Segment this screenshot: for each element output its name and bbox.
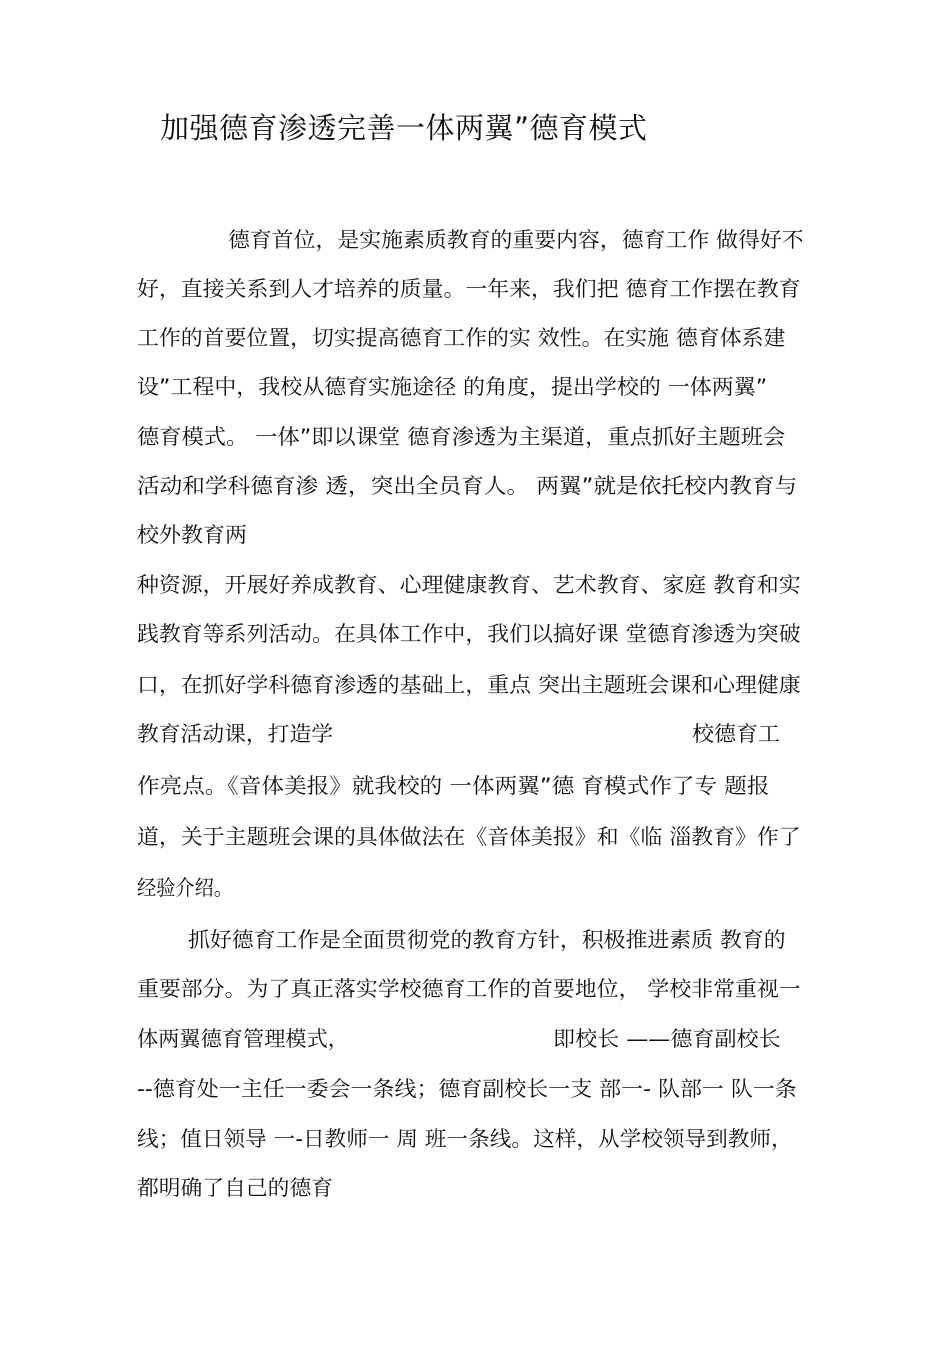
paragraph-line: 德育首位，是实施素质教育的重要内容，德育工作 做得好不 xyxy=(228,228,804,252)
paragraph-line: 抓好德育工作是全面贯彻党的教育方针，积极推进素质 教育的 xyxy=(188,928,786,952)
paragraph-line: 线；值日领导 一-日教师一 周 班一条线。这样，从学校领导到教师， xyxy=(137,1127,793,1151)
paragraph-line: 践教育等系列活动。在具体工作中，我们以搞好课 堂德育渗透为突破 xyxy=(137,622,801,646)
paragraph-line: 好，直接关系到人才培养的质量。一年来，我们把 德育工作摆在教育 xyxy=(137,277,801,301)
paragraph-line: 道，关于主题班会课的具体做法在《音体美报》和《临 淄教育》作了 xyxy=(137,825,801,849)
paragraph-line: 活动和学科德育渗 透，突出全员育人。 两翼”就是依托校内教育与 xyxy=(137,474,798,498)
paragraph-line: 体两翼德育管理模式， xyxy=(137,1027,349,1051)
paragraph-line: 都明确了自己的德育 xyxy=(137,1176,333,1200)
paragraph-line: 种资源，开展好养成教育、心理健康教育、艺术教育、家庭 教育和实 xyxy=(137,573,801,597)
paragraph-line: 工作的首要位置，切实提高德育工作的实 效性。在实施 德育体系建 xyxy=(137,326,786,350)
paragraph-line: 德育模式。 一体”即以课堂 德育渗透为主渠道，重点抓好主题班会 xyxy=(137,425,786,449)
paragraph-line: 作亮点。《音体美报》就我校的 一体两翼”德 育模式作了专 题报 xyxy=(137,774,770,798)
paragraph-line: 校外教育两 xyxy=(137,523,247,547)
paragraph-line: 设”工程中，我校从德育实施途径 的角度，提出学校的 一体两翼” xyxy=(137,375,768,399)
paragraph-line: 校德育工 xyxy=(692,722,780,746)
paragraph-line: 教育活动课，打造学 xyxy=(137,722,333,746)
paragraph-line: 重要部分。为了真正落实学校德育工作的首要地位， 学校非常重视一 xyxy=(137,977,801,1001)
paragraph-line: 经验介绍。 xyxy=(137,876,234,900)
document-title: 加强德育渗透完善一体两翼”德育模式 xyxy=(160,111,648,145)
paragraph-line: --德育处一主任一委会一条线；德育副校长一支 部一- 队部一 队一条 xyxy=(137,1077,797,1101)
paragraph-line: 口，在抓好学科德育渗透的基础上，重点 突出主题班会课和心理健康 xyxy=(137,673,801,697)
paragraph-line: 即校长 ——德育副校长 xyxy=(553,1027,781,1051)
